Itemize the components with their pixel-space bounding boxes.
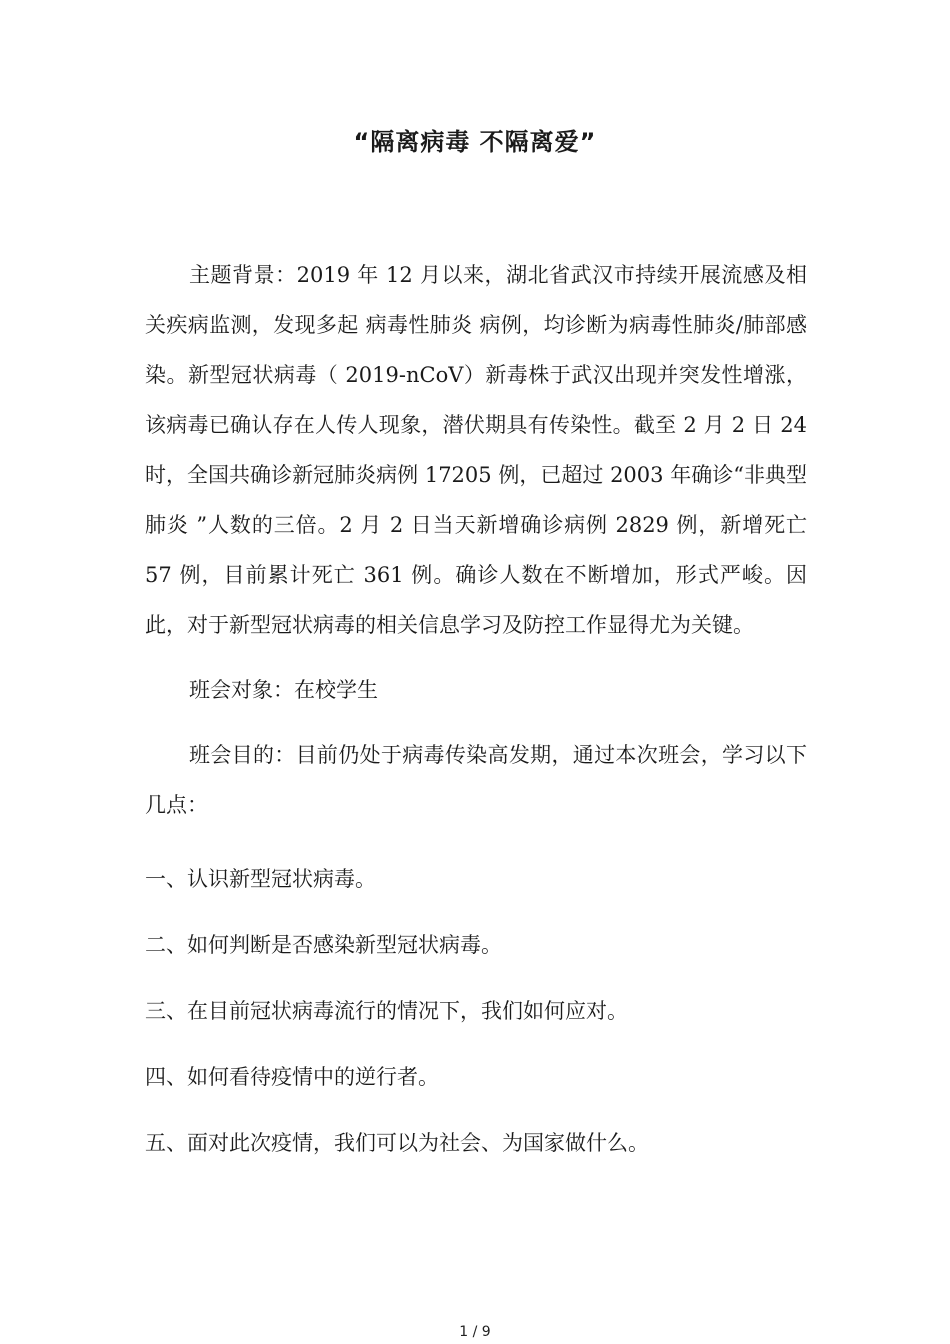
list-item: 一、认识新型冠状病毒。 [145,867,376,891]
page-indicator: 1 / 9 [459,1324,491,1340]
purpose-paragraph: 班会目的：目前仍处于病毒传染高发期，通过本次班会，学习以下几点： [145,743,807,817]
list-item: 三、在目前冠状病毒流行的情况下，我们如何应对。 [145,999,628,1023]
document-body [145,250,807,1176]
points-list [145,846,807,1176]
audience-paragraph: 班会对象：在校学生 [189,678,378,702]
list-item: 四、如何看待疫情中的逆行者。 [145,1065,439,1089]
list-item: 五、面对此次疫情，我们可以为社会、为国家做什么。 [145,1131,649,1155]
document-title: “隔离病毒 不隔离爱” [353,128,597,156]
background-paragraph: 主题背景：2019 年 12 月以来，湖北省武汉市持续开展流感及相关疾病监测，发现多起 病毒性肺炎 病例，均诊断为病毒性肺炎/肺部感染。新型冠状病毒（ 2019-nCoV）新毒株于武汉出现并突发性增涨，该病毒已确认存在人传人现象，潜伏期具有传染性。截至 2 月 2 日 24 时，全国共确诊新冠肺炎病例 17205 例，已超过 2003 年确诊“非典型肺炎 ”人数的三倍。2 月 2 日当天新增确诊病例 2829 例，新增死亡 57 例，目前累计死亡 361 例。确诊人数在不断增加，形式严峻。因此，对于新型冠状病毒的相关信息学习及防控工作显得尤为关键。 [145,263,807,637]
list-item: 二、如何判断是否感染新型冠状病毒。 [145,933,502,957]
